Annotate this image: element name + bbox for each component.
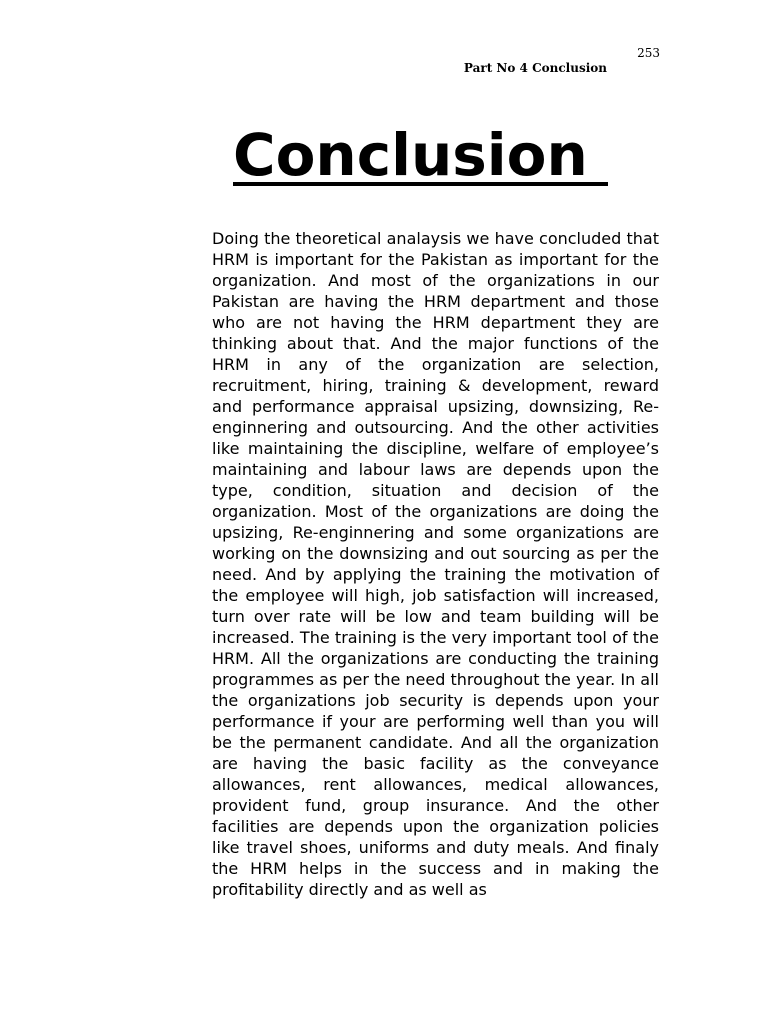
page-title: Conclusion	[233, 121, 608, 189]
page-number: 253	[637, 46, 660, 60]
body-paragraph: Doing the theoretical analaysis we have concluded that HRM is important for the Pakistan as important for the organization. And most of the organizations in our Pakistan are having the HRM department and those who are not having the HRM department they are thinking about that. And the major functions of the HRM in any of the organization are selection, recruitment, hiring, training & development, reward and performance appraisal upsizing, downsizing, Re-enginnering and outsourcing. And the other activities like maintaining the discipline, welfare of employee’s maintaining and labour laws are depends upon the type, condition, situation and decision of the organization. Most of the organizations are doing the upsizing, Re-enginnering and some organizations are working on the downsizing and out sourcing as per the need. And by applying the training the motivation of the employee will high, job satisfaction will increased, turn over rate will be low and team building will be increased. The training is the very important tool of the HRM. All the organizations are conducting the training programmes as per the need throughout the year. In all the organizations job security is depends upon your performance if your are performing well than you will be the permanent candidate. And all the organization are having the basic facility as the conveyance allowances, rent allowances, medical allowances, provident fund, group insurance. And the other facilities are depends upon the organization policies like travel shoes, uniforms and duty meals. And finaly the HRM helps in the success and in making the profitability directly and as well as	[212, 229, 659, 899]
running-header: Part No 4 Conclusion	[463, 61, 607, 75]
